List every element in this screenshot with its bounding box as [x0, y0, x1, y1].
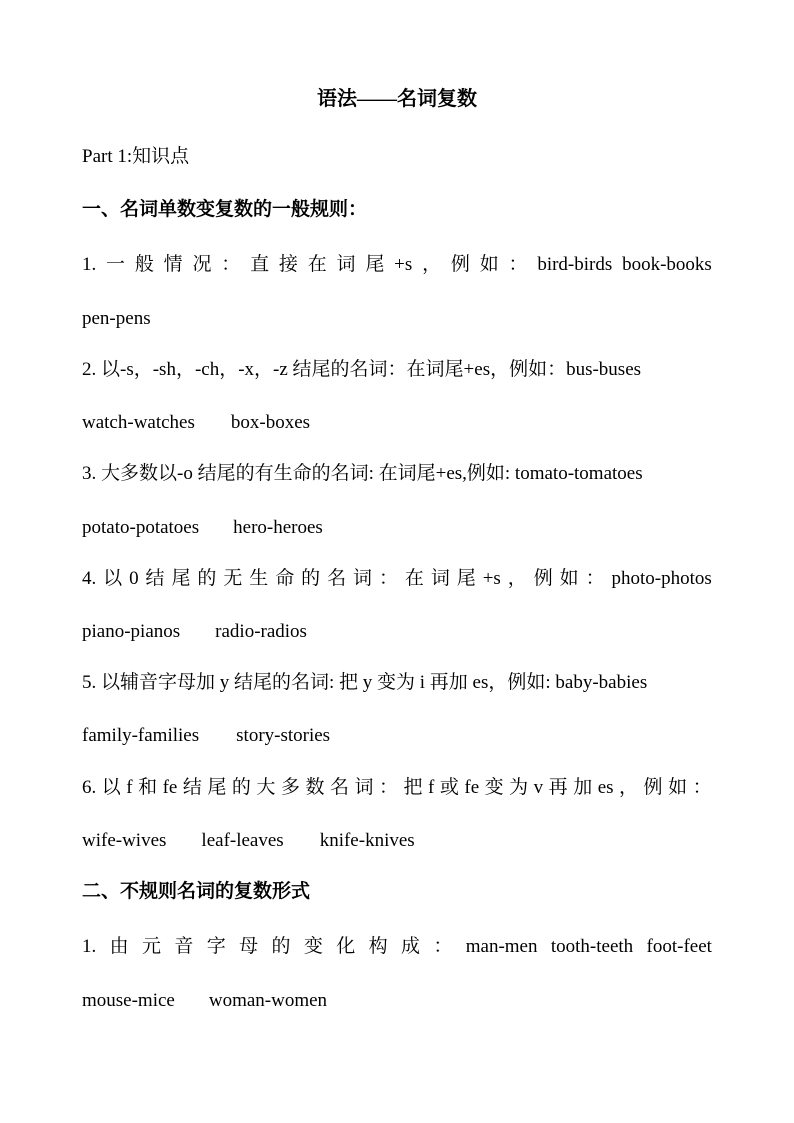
text-char: 词 [336, 254, 356, 275]
rule-3-line: 3. 大多数以-o 结尾的有生命的名词: 在词尾+es,例如: tomato-tomatoes [82, 463, 643, 484]
rule-5-examples [82, 724, 712, 748]
text-char: 尾 [171, 568, 191, 589]
example-word: man-men [465, 936, 538, 957]
example-word: wife-wives [82, 830, 167, 851]
text-char: 如 [479, 254, 499, 275]
text-char: +s [394, 254, 413, 275]
text-char: 化 [336, 936, 356, 957]
rule-4-examples [82, 620, 712, 644]
example-word: hero-heroes [233, 517, 323, 538]
example-word: potato-potatoes [82, 517, 200, 538]
text-char: 和 [138, 777, 158, 798]
irregular-rule-1-examples [82, 989, 712, 1013]
text-char: 例 [450, 254, 470, 275]
text-char: ： [692, 777, 712, 798]
rule-6-line [82, 776, 712, 800]
example-word: mouse-mice [82, 990, 175, 1011]
text-char: 为 [509, 777, 529, 798]
example-word: box-boxes [230, 412, 311, 433]
text-char: 以 [103, 568, 123, 589]
text-char: 把 [403, 777, 423, 798]
text-char: ： [585, 568, 605, 589]
rule-1-line [82, 253, 712, 277]
text-char: +s [482, 568, 501, 589]
rule-1-examples [82, 307, 712, 331]
rule-number: 1. [82, 254, 97, 275]
example-word: piano-pianos [82, 621, 181, 642]
text-char: 尾 [456, 568, 476, 589]
text-char: 例 [533, 568, 553, 589]
text-char: 尾 [365, 254, 385, 275]
text-char: 字 [206, 936, 226, 957]
text-char: 生 [249, 568, 269, 589]
example-word: foot-feet [646, 936, 712, 957]
text-char: 在 [404, 568, 424, 589]
text-char: 词 [353, 568, 373, 589]
text-char: 母 [239, 936, 259, 957]
example-word: bird-birds [537, 254, 613, 275]
example-word: story-stories [236, 725, 331, 746]
example-word: book-books [622, 254, 712, 275]
text-char: ： [508, 254, 528, 275]
text-char: 情 [163, 254, 183, 275]
text-char: ， [619, 777, 639, 798]
text-char: 名 [329, 777, 349, 798]
text-char: 以 [101, 777, 121, 798]
rule-2-line: 2. 以-s，-sh，-ch，-x，-z 结尾的名词：在词尾+es，例如：bus-buses [82, 359, 642, 380]
text-char: 由 [109, 936, 129, 957]
example-word: woman-women [208, 990, 328, 1011]
rule-2-examples [82, 411, 712, 435]
rule-5-line: 5. 以辅音字母加 y 结尾的名词: 把 y 变为 i 再加 es，例如: baby-babies [82, 672, 648, 693]
text-char: 变 [484, 777, 504, 798]
text-char: ， [422, 254, 442, 275]
rule-number: 6. [82, 777, 97, 798]
text-char: es [597, 777, 614, 798]
document-title: 语法——名词复数 [317, 88, 477, 110]
example-word: tooth-teeth [550, 936, 634, 957]
text-char: f [428, 777, 435, 798]
text-char: f [126, 777, 133, 798]
rule-6-examples [82, 829, 712, 853]
text-char: 无 [223, 568, 243, 589]
text-char: 成 [400, 936, 420, 957]
text-char: 直 [250, 254, 270, 275]
text-char: 如 [668, 777, 688, 798]
text-char: ： [378, 568, 398, 589]
example-word: watch-watches [82, 412, 195, 433]
rule-4-line [82, 567, 712, 591]
text-char: ： [379, 777, 399, 798]
text-char: 结 [145, 568, 165, 589]
text-char: 的 [271, 936, 291, 957]
text-char: 词 [430, 568, 450, 589]
text-char: 的 [197, 568, 217, 589]
text-char: 再 [548, 777, 568, 798]
text-char: 数 [305, 777, 325, 798]
text-char: ： [433, 936, 453, 957]
text-char: 接 [278, 254, 298, 275]
text-char: 般 [134, 254, 154, 275]
text-char: 构 [368, 936, 388, 957]
rule-number: 1. [82, 936, 97, 957]
text-char: 或 [439, 777, 459, 798]
text-char: 的 [231, 777, 251, 798]
text-char: 结 [182, 777, 202, 798]
text-char: ， [507, 568, 527, 589]
irregular-rule-1-line [82, 935, 712, 959]
example-word: knife-knives [319, 830, 415, 851]
text-char: 加 [573, 777, 593, 798]
text-char: 况 [192, 254, 212, 275]
text-char: v [533, 777, 544, 798]
part-label: Part 1:知识点 [82, 146, 190, 167]
text-char: 元 [141, 936, 161, 957]
example-word: pen-pens [82, 308, 151, 329]
text-char: 命 [275, 568, 295, 589]
text-char: fe [464, 777, 480, 798]
text-char: 如 [559, 568, 579, 589]
text-char: 在 [307, 254, 327, 275]
text-char: fe [162, 777, 178, 798]
text-char: 音 [174, 936, 194, 957]
rule-3-examples [82, 516, 712, 540]
text-char: 名 [327, 568, 347, 589]
example-word: family-families [82, 725, 200, 746]
example-word: leaf-leaves [201, 830, 284, 851]
text-char: 0 [129, 568, 139, 589]
text-char: 一 [106, 254, 126, 275]
text-char: 变 [303, 936, 323, 957]
section1-heading: 一、名词单数变复数的一般规则： [82, 199, 368, 220]
text-char: 多 [280, 777, 300, 798]
text-char: 大 [256, 777, 276, 798]
text-char: 例 [643, 777, 663, 798]
example-word: radio-radios [215, 621, 307, 642]
text-char: 的 [301, 568, 321, 589]
text-char: 尾 [207, 777, 227, 798]
section2-heading: 二、不规则名词的复数形式 [82, 881, 311, 902]
example-word: photo-photos [611, 568, 712, 589]
text-char: 词 [354, 777, 374, 798]
rule-number: 4. [82, 568, 97, 589]
text-char: ： [221, 254, 241, 275]
